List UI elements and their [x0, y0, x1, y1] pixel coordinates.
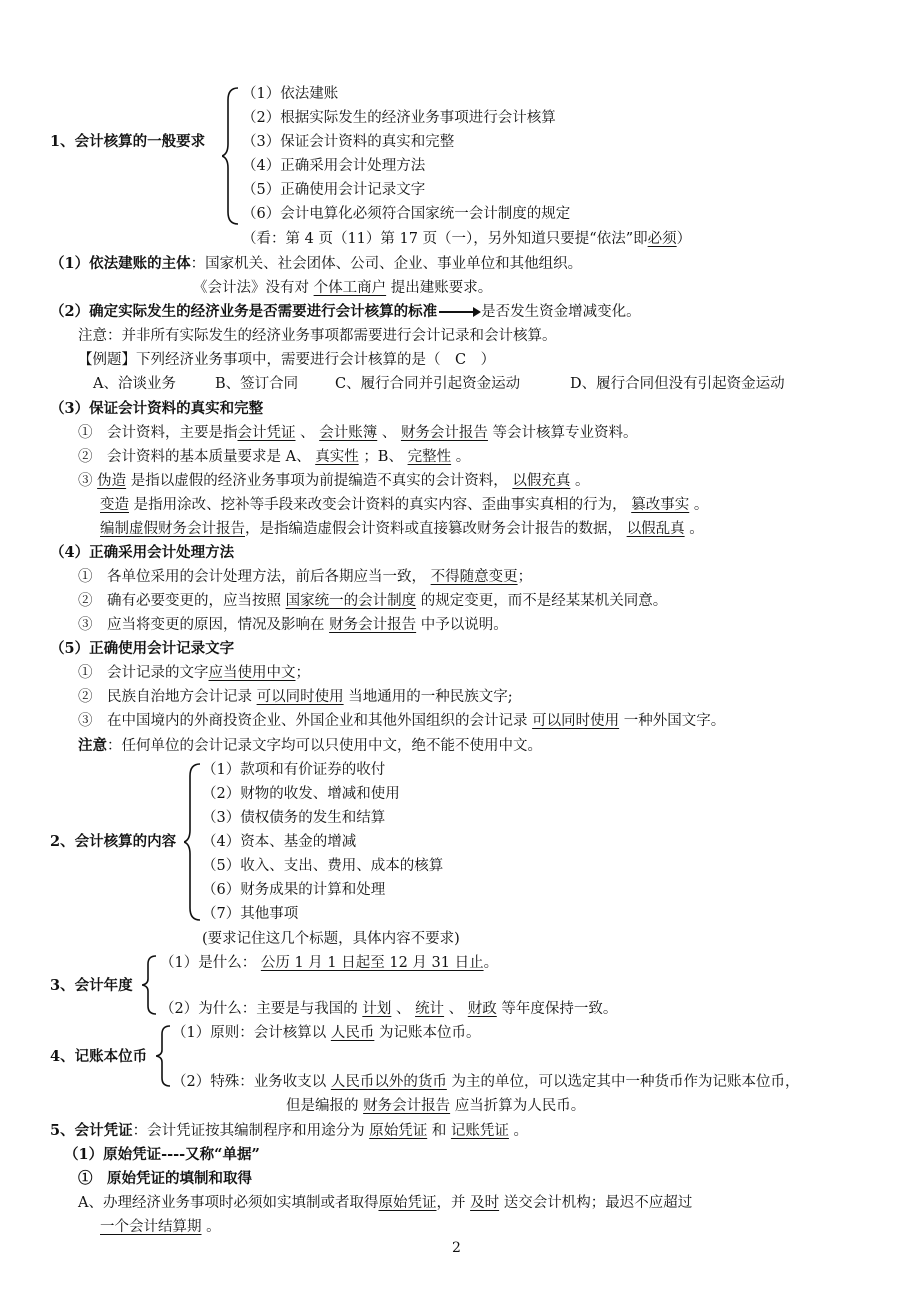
paragraph-1-line-2: 《会计法》没有对 个体工商户 提出建账要求。	[193, 280, 493, 296]
section-4-title: 4、记账本位币	[50, 1048, 148, 1065]
paragraph-3-head: （3）保证会计资料的真实和完整	[50, 400, 264, 417]
brace-section-3	[142, 954, 160, 1016]
section-3-title: 3、会计年度	[50, 977, 133, 994]
list-item: （4）正确采用会计处理方法	[242, 158, 426, 174]
list-item: （5）正确使用会计记录文字	[242, 182, 426, 198]
page-number: 2	[452, 1240, 461, 1256]
list-item: （3）债权债务的发生和结算	[202, 810, 386, 826]
brace-section-1	[222, 86, 242, 226]
section-5-line-a-cont: 一个会计结算期 。	[100, 1219, 221, 1235]
paragraph-5-line-1: ① 会计记录的文字应当使用中文；	[78, 665, 310, 681]
list-item: （1）款项和有价证券的收付	[202, 762, 386, 778]
list-item: （3）保证会计资料的真实和完整	[242, 134, 455, 150]
paragraph-5-note: 注意：任何单位的会计记录文字均可以只使用中文，绝不能不使用中文。	[78, 737, 542, 754]
example-option-a: A、洽谈业务	[93, 376, 176, 392]
list-item: （6）财务成果的计算和处理	[202, 882, 386, 898]
paragraph-3-line-4: 变造 是指用涂改、挖补等手段来改变会计资料的真实内容、歪曲事实真相的行为， 篡改事实 。	[100, 497, 709, 513]
section-5-subsubheading: ① 原始凭证的填制和取得	[78, 1170, 252, 1187]
example-option-c: C、履行合同并引起资金运动	[335, 376, 521, 392]
paragraph-2: （2）确定实际发生的经济业务是否需要进行会计核算的标准 是否发生资金增减变化。	[50, 303, 641, 320]
section-1-note: （看：第 4 页（11）第 17 页（一），另外知道只要提“依法”即必须）	[242, 231, 692, 247]
paragraph-2-note: 注意：并非所有实际发生的经济业务事项都需要进行会计记录和会计核算。	[78, 328, 557, 344]
example-question: 【例题】下列经济业务事项中，需要进行会计核算的是（ C ）	[78, 352, 496, 368]
list-item: （6）会计电算化必须符合国家统一会计制度的规定	[242, 206, 571, 222]
arrow-icon	[439, 311, 479, 313]
example-option-d: D、履行合同但没有引起资金运动	[570, 376, 785, 392]
section-2-title: 2、会计核算的内容	[50, 833, 177, 850]
section-5-subheading: （1）原始凭证----又称“单据”	[64, 1146, 260, 1163]
list-item: （1）依法建账	[242, 86, 339, 102]
paragraph-4-line-2: ② 确有必要变更的，应当按照 国家统一的会计制度 的规定变更，而不是经某某机关同意。	[78, 593, 668, 609]
list-item: （5）收入、支出、费用、成本的核算	[202, 858, 444, 874]
section-4-line-2: （2）特殊：业务收支以 人民币以外的货币 为主的单位，可以选定其中一种货币作为记账本位币，	[172, 1074, 800, 1090]
paragraph-5-head: （5）正确使用会计记录文字	[50, 640, 235, 657]
paragraph-4-line-3: ③ 应当将变更的原因，情况及影响在 财务会计报告 中予以说明。	[78, 617, 508, 633]
list-item: （4）资本、基金的增减	[202, 834, 357, 850]
paragraph-3-line-2: ② 会计资料的基本质量要求是 A、 真实性 ；B、 完整性 。	[78, 449, 471, 465]
paragraph-5-line-2: ② 民族自治地方会计记录 可以同时使用 当地通用的一种民族文字;	[78, 689, 513, 705]
list-item: （2）根据实际发生的经济业务事项进行会计核算	[242, 110, 556, 126]
section-4-line-3: 但是编报的 财务会计报告 应当折算为人民币。	[286, 1098, 586, 1114]
section-3-line-2: （2）为什么：主要是与我国的 计划 、 统计 、 财政 等年度保持一致。	[160, 1001, 618, 1017]
paragraph-3-line-5: 编制虚假财务会计报告，是指编造虚假会计资料或直接篡改财务会计报告的数据， 以假乱真 。	[100, 521, 704, 537]
list-item: （7）其他事项	[202, 906, 299, 922]
paragraph-5-line-3: ③ 在中国境内的外商投资企业、外国企业和其他外国组织的会计记录 可以同时使用 一种外国文字。	[78, 713, 726, 729]
paragraph-3-line-1: ① 会计资料，主要是指会计凭证 、 会计账簿 、 财务会计报告 等会计核算专业资料。	[78, 425, 638, 441]
paragraph-4-line-1: ① 各单位采用的会计处理方法，前后各期应当一致， 不得随意变更；	[78, 569, 533, 585]
section-1-title: 1、会计核算的一般要求	[50, 133, 206, 150]
section-4-line-1: （1）原则：会计核算以 人民币 为记账本位币。	[172, 1025, 481, 1041]
section-5-title: 5、会计凭证：会计凭证按其编制程序和用途分为 原始凭证 和 记账凭证 。	[50, 1122, 529, 1139]
example-option-b: B、签订合同	[215, 376, 299, 392]
list-item: （2）财物的收发、增减和使用	[202, 786, 400, 802]
section-3-line-1: （1）是什么： 公历 1 月 1 日起至 12 月 31 日止。	[160, 955, 499, 971]
paragraph-1: （1）依法建账的主体：国家机关、社会团体、公司、企业、事业单位和其他组织。	[50, 255, 583, 272]
paragraph-4-head: （4）正确采用会计处理方法	[50, 544, 235, 561]
brace-section-2	[184, 762, 204, 922]
paragraph-3-line-3: ③ 伪造 是指以虚假的经济业务事项为前提编造不真实的会计资料， 以假充真 。	[78, 473, 590, 489]
section-2-note: (要求记住这几个标题，具体内容不要求)	[202, 931, 460, 947]
section-5-line-a: A、办理经济业务事项时必须如实填制或者取得原始凭证，并 及时 送交会计机构；最迟不应超过	[78, 1195, 693, 1211]
